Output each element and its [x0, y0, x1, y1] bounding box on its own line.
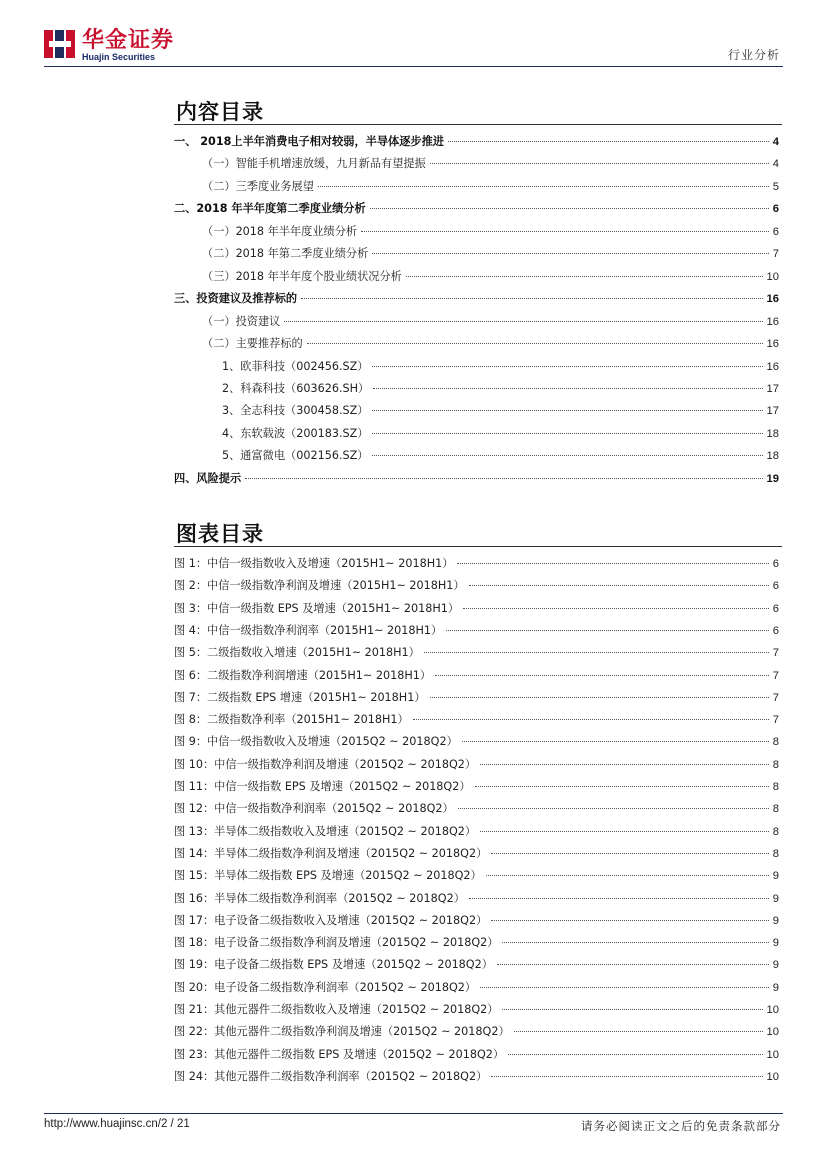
toc-entry-label: 5、通富微电（002156.SZ）	[222, 449, 369, 463]
figure-entry-page-number: 9	[772, 870, 779, 883]
figure-entry-page-number: 6	[772, 602, 779, 615]
toc-entry-page-number: 7	[772, 248, 779, 261]
toc-entry-page-number: 5	[772, 180, 779, 193]
dot-leader	[430, 163, 769, 164]
figure-entry-page-number: 6	[772, 580, 779, 593]
figure-entry-page-number: 7	[772, 647, 779, 660]
toc-entry[interactable]	[174, 290, 779, 308]
report-type-label: 行业分析	[727, 48, 780, 62]
figure-entry-label: 图 4：中信一级指数净利润率（2015H1~ 2018H1）	[174, 623, 443, 637]
toc-entry-label: 一、 2018上半年消费电子相对较弱，半导体逐步推进	[174, 135, 444, 148]
toc-entry-label: （二）三季度业务展望	[202, 179, 314, 193]
toc-entry-page-number: 4	[772, 158, 779, 171]
figure-entry-page-number: 8	[772, 803, 779, 816]
dot-leader	[430, 697, 769, 698]
figure-entry[interactable]	[174, 890, 779, 908]
dot-leader	[435, 675, 769, 676]
figure-entry[interactable]	[174, 1023, 779, 1041]
toc-entry-page-number: 6	[772, 203, 779, 216]
figure-entry-page-number: 8	[772, 847, 779, 860]
company-logo	[44, 28, 184, 64]
figure-entry-label: 图 1：中信一级指数收入及增速（2015H1~ 2018H1）	[174, 557, 454, 570]
toc-entry-label: 4、东软载波（200183.SZ）	[222, 426, 369, 440]
toc-entry-page-number: 6	[772, 225, 779, 238]
toc-entry-page-number: 16	[766, 360, 779, 373]
dot-leader	[406, 276, 763, 277]
figure-entry-page-number: 9	[772, 914, 779, 927]
dot-leader	[462, 741, 769, 742]
dot-leader	[370, 208, 769, 209]
figure-entry[interactable]	[174, 756, 779, 774]
toc-entry[interactable]	[174, 470, 779, 488]
toc-entry-page-number: 17	[766, 405, 779, 418]
dot-leader	[491, 920, 769, 921]
toc-entry-page-number: 18	[766, 427, 779, 440]
figure-entry-page-number: 8	[772, 736, 779, 749]
dot-leader	[502, 1009, 762, 1010]
disclaimer-note: 请务必阅读正文之后的免责条款部分	[581, 1119, 781, 1133]
figure-entry-label: 图 15：半导体二级指数 EPS 及增速（2015Q2 ~ 2018Q2）	[174, 869, 482, 883]
toc-entry-page-number: 16	[766, 338, 779, 351]
toc-entry[interactable]	[202, 245, 779, 263]
figure-entry[interactable]	[174, 577, 779, 595]
brand-name-en: Huajin Securities	[82, 52, 156, 62]
figure-entry-label: 图 11：中信一级指数 EPS 及增速（2015Q2 ~ 2018Q2）	[174, 780, 471, 793]
toc-title-rule	[174, 124, 782, 125]
toc-entry[interactable]	[202, 335, 779, 353]
dot-leader	[480, 831, 769, 832]
toc-entry[interactable]	[222, 380, 779, 398]
figure-entry-label: 图 19：电子设备二级指数 EPS 及增速（2015Q2 ~ 2018Q2）	[174, 958, 493, 972]
figure-entry[interactable]	[174, 644, 779, 662]
dot-leader	[463, 608, 769, 609]
figure-entry[interactable]	[174, 711, 779, 729]
figure-entry[interactable]	[174, 622, 779, 640]
dot-leader	[318, 186, 769, 187]
huajin-logo-icon	[44, 28, 76, 60]
toc-entry[interactable]	[202, 223, 779, 241]
toc-entry-label: （二）2018 年第二季度业绩分析	[202, 247, 369, 261]
figure-entry-label: 图 3：中信一级指数 EPS 及增速（2015H1~ 2018H1）	[174, 601, 460, 615]
figure-entry-page-number: 8	[772, 758, 779, 771]
dot-leader	[361, 231, 769, 232]
figure-entry-label: 图 20：电子设备二级指数净利润率（2015Q2 ~ 2018Q2）	[174, 980, 477, 994]
toc-entry[interactable]	[202, 313, 779, 331]
figure-entry[interactable]	[174, 555, 779, 573]
figure-entry-label: 图 8：二级指数净利率（2015H1~ 2018H1）	[174, 713, 409, 727]
dot-leader	[245, 478, 762, 479]
figure-entry[interactable]	[174, 600, 779, 618]
toc-entry[interactable]	[222, 402, 779, 420]
toc-entry-page-number: 16	[766, 293, 779, 306]
figure-entry-page-number: 7	[772, 669, 779, 682]
figure-entry-page-number: 8	[772, 825, 779, 838]
toc-entry-page-number: 16	[766, 315, 779, 328]
figure-entry-page-number: 10	[766, 1070, 779, 1083]
figure-entry-page-number: 9	[772, 959, 779, 972]
toc-entry-label: （三）2018 年半年度个股业绩状况分析	[202, 269, 402, 283]
dot-leader	[480, 764, 769, 765]
figure-entry-label: 图 13：半导体二级指数收入及增速（2015Q2 ~ 2018Q2）	[174, 824, 477, 838]
dot-leader	[475, 786, 769, 787]
figure-entry-page-number: 10	[766, 1004, 779, 1016]
footer-divider	[44, 1113, 783, 1114]
toc-entry-page-number: 17	[766, 382, 779, 395]
dot-leader	[284, 321, 762, 322]
figure-entry-label: 图 21：其他元器件二级指数收入及增速（2015Q2 ~ 2018Q2）	[174, 1003, 499, 1016]
toc-entry[interactable]	[174, 200, 779, 218]
figure-entry[interactable]	[174, 667, 779, 685]
figure-entry-page-number: 8	[772, 781, 779, 793]
figure-entry[interactable]	[174, 912, 779, 930]
figure-entry[interactable]	[174, 956, 779, 974]
figure-entry[interactable]	[174, 823, 779, 841]
toc-entry[interactable]	[222, 425, 779, 443]
dot-leader	[469, 898, 769, 899]
dot-leader	[514, 1031, 763, 1032]
figure-entry-label: 图 17：电子设备二级指数收入及增速（2015Q2 ~ 2018Q2）	[174, 913, 488, 927]
figure-entry-label: 图 12：中信一级指数净利润率（2015Q2 ~ 2018Q2）	[174, 802, 454, 816]
dot-leader	[469, 585, 769, 586]
dot-leader	[457, 563, 768, 564]
figure-entry-label: 图 7：二级指数 EPS 增速（2015H1~ 2018H1）	[174, 690, 426, 704]
toc-entry-page-number: 19	[766, 472, 779, 485]
toc-entry[interactable]	[222, 358, 779, 376]
figure-entry[interactable]	[174, 979, 779, 997]
dot-leader	[372, 433, 762, 434]
figure-entry-page-number: 6	[772, 558, 779, 570]
dot-leader	[508, 1054, 762, 1055]
figure-entry-page-number: 7	[772, 714, 779, 727]
dot-leader	[480, 987, 769, 988]
dot-leader	[491, 1076, 762, 1077]
toc-entry[interactable]	[202, 178, 779, 196]
toc-entry[interactable]	[202, 155, 779, 173]
figure-entry-page-number: 10	[766, 1026, 779, 1039]
dot-leader	[307, 343, 763, 344]
toc-entry-page-number: 4	[772, 136, 779, 148]
figure-entry-label: 图 18：电子设备二级指数净利润及增速（2015Q2 ~ 2018Q2）	[174, 936, 499, 950]
dot-leader	[497, 964, 769, 965]
figure-entry-label: 图 5：二级指数收入增速（2015H1~ 2018H1）	[174, 646, 420, 660]
figure-entry[interactable]	[174, 867, 779, 885]
toc-title: 内容目录	[176, 100, 264, 124]
figure-entry-page-number: 7	[772, 691, 779, 704]
figure-entry[interactable]	[174, 1068, 779, 1086]
toc-entry-label: 2、科森科技（603626.SH）	[222, 381, 370, 395]
toc-entry-label: （一）投资建议	[202, 314, 281, 328]
dot-leader	[458, 808, 769, 809]
dot-leader	[502, 942, 768, 943]
toc-entry-page-number: 10	[766, 270, 779, 283]
toc-entry-page-number: 18	[766, 450, 779, 463]
dot-leader	[486, 875, 769, 876]
toc-entry-label: 二、2018 年半年度第二季度业绩分析	[174, 202, 366, 216]
figure-entry-label: 图 14：半导体二级指数净利润及增速（2015Q2 ~ 2018Q2）	[174, 846, 488, 860]
dot-leader	[372, 253, 768, 254]
figure-entry[interactable]	[174, 845, 779, 863]
figure-entry-label: 图 22：其他元器件二级指数净利润及增速（2015Q2 ~ 2018Q2）	[174, 1025, 510, 1039]
toc-entry-label: 3、全志科技（300458.SZ）	[222, 404, 369, 418]
figure-entry-label: 图 2：中信一级指数净利润及增速（2015H1~ 2018H1）	[174, 579, 465, 593]
dot-leader	[448, 141, 769, 142]
page-header	[0, 0, 827, 70]
toc-entry-label: （二）主要推荐标的	[202, 337, 303, 351]
dot-leader	[446, 630, 769, 631]
figure-entry-page-number: 9	[772, 937, 779, 950]
dot-leader	[301, 298, 762, 299]
dot-leader	[372, 410, 762, 411]
figure-entry-label: 图 6：二级指数净利润增速（2015H1~ 2018H1）	[174, 668, 432, 682]
figures-title: 图表目录	[176, 522, 264, 546]
figure-entry-label: 图 24：其他元器件二级指数净利润率（2015Q2 ~ 2018Q2）	[174, 1069, 488, 1083]
footer-url[interactable]: http://www.huajinsc.cn/2 / 21	[44, 1118, 190, 1130]
figure-entry-page-number: 9	[772, 892, 779, 905]
toc-entry-label: （一）智能手机增速放缓，九月新品有望提振	[202, 157, 426, 171]
brand-name-cn: 华金证券	[82, 28, 175, 53]
dot-leader	[491, 853, 769, 854]
figure-entry[interactable]	[174, 934, 779, 952]
dot-leader	[372, 455, 762, 456]
figure-entry-label: 图 16：半导体二级指数净利润率（2015Q2 ~ 2018Q2）	[174, 891, 465, 905]
toc-entry[interactable]	[174, 133, 779, 151]
toc-entry[interactable]	[222, 447, 779, 465]
toc-entry-label: 四、风险提示	[174, 471, 242, 485]
figure-entry-page-number: 10	[766, 1048, 779, 1061]
header-divider	[44, 66, 783, 67]
figure-entry-label: 图 9：中信一级指数收入及增速（2015Q2 ~ 2018Q2）	[174, 735, 458, 749]
figure-entry-page-number: 9	[772, 981, 779, 994]
figure-entry-label: 图 23：其他元器件二级指数 EPS 及增速（2015Q2 ~ 2018Q2）	[174, 1047, 505, 1061]
dot-leader	[413, 719, 769, 720]
figure-entry-page-number: 6	[772, 624, 779, 637]
dot-leader	[373, 388, 762, 389]
toc-entry-label: 三、投资建议及推荐标的	[174, 292, 298, 306]
toc-entry-label: （一）2018 年半年度业绩分析	[202, 224, 358, 238]
figure-entry[interactable]	[174, 1001, 779, 1019]
figure-entry[interactable]	[174, 800, 779, 818]
figures-title-rule	[174, 546, 782, 547]
figure-entry-label: 图 10：中信一级指数净利润及增速（2015Q2 ~ 2018Q2）	[174, 757, 477, 771]
dot-leader	[372, 366, 762, 367]
figure-entry[interactable]	[174, 778, 779, 796]
toc-entry-label: 1、欧菲科技（002456.SZ）	[222, 359, 369, 373]
dot-leader	[424, 652, 769, 653]
toc-entry[interactable]	[202, 268, 779, 286]
figure-entry[interactable]	[174, 689, 779, 707]
figure-entry[interactable]	[174, 733, 779, 751]
figure-entry[interactable]	[174, 1046, 779, 1064]
